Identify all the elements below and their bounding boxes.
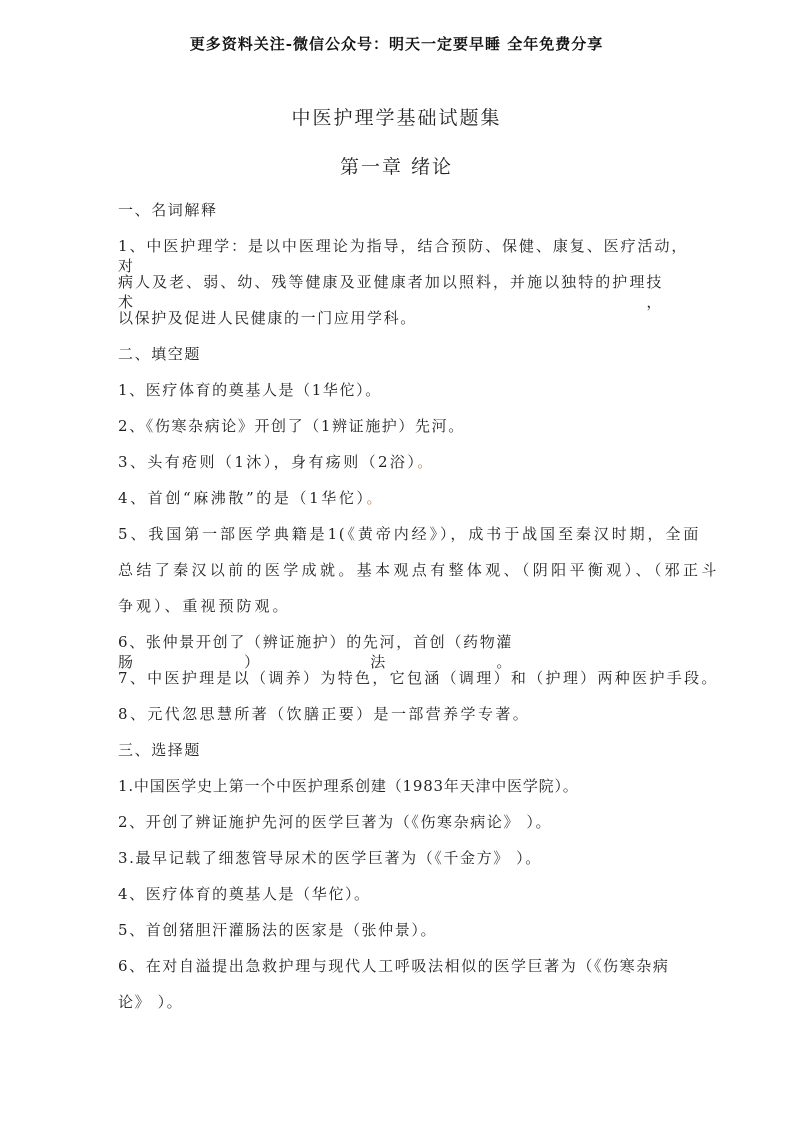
definition-line: 病人及老、弱、幼、残等健康及亚健康者加以照料，并施以独特的护理技术， [118, 273, 663, 311]
fill-item: 5、我国第一部医学典籍是1(《黄帝内经》），成书于战国至秦汉时期，全面 [118, 525, 700, 543]
choice-item: 2、开创了辨证施护先河的医学巨著为（《伤寒杂病论》 ）。 [118, 813, 553, 831]
section-heading: 三、选择题 [118, 741, 202, 759]
accent-period: 。 [417, 453, 435, 471]
header-banner: 更多资料关注-微信公众号：明天一定要早睡 全年免费分享 [189, 35, 604, 53]
fill-item: 争观）、重视预防观。 [118, 597, 291, 615]
definition-line: 1、中医护理学：是以中医理论为指导，结合预防、保健、康复、医疗活动，对 [118, 237, 688, 275]
chapter-title: 第一章 绪论 [339, 156, 454, 178]
accent-period: 。 [366, 489, 385, 507]
section-heading: 一、名词解释 [118, 201, 218, 219]
choice-item: 1.中国医学史上第一个中医护理系创建（1983年天津中医学院）。 [118, 777, 579, 795]
choice-item: 6、在对自溢提出急救护理与现代人工呼吸法相似的医学巨著为（《伤寒杂病 [118, 957, 670, 975]
fill-item: 2、《伤寒杂病论》开创了（1辨证施护）先河。 [118, 417, 465, 435]
fill-item: 总结了秦汉以前的医学成就。基本观点有整体观、（阴阳平衡观）、（邪正斗 [118, 561, 718, 579]
document-title: 中医护理学基础试题集 [291, 107, 502, 129]
fill-item-text: 3、头有疮则（1沐），身有疡则（2浴） [118, 453, 418, 471]
fill-item: 1、医疗体育的奠基人是（1华佗）。 [118, 381, 382, 399]
fill-item: 8、元代忽思慧所著（饮膳正要）是一部营养学专著。 [118, 705, 531, 723]
choice-item: 4、医疗体育的奠基人是（华佗）。 [118, 885, 371, 903]
fill-item [118, 488, 384, 508]
fill-item [118, 452, 435, 472]
fill-item: 6、张仲景开创了（辨证施护）的先河，首创（药物灌肠）法。 [118, 633, 513, 671]
fill-item-text: 4、首创“麻沸散”的是（1华佗） [118, 489, 367, 507]
choice-item: 论》 ）。 [118, 993, 184, 1011]
choice-item: 3.最早记载了细葱管导尿术的医学巨著为（《千金方》 ）。 [118, 849, 542, 867]
section-heading: 二、填空题 [118, 345, 202, 363]
choice-item: 5、首创猪胆汗灌肠法的医家是（张仲景）。 [118, 921, 438, 939]
definition-line: 以保护及促进人民健康的一门应用学科。 [118, 309, 417, 327]
fill-item: 7、中医护理是以（调养）为特色，它包涵（调理）和（护理）两种医护手段。 [118, 669, 718, 687]
